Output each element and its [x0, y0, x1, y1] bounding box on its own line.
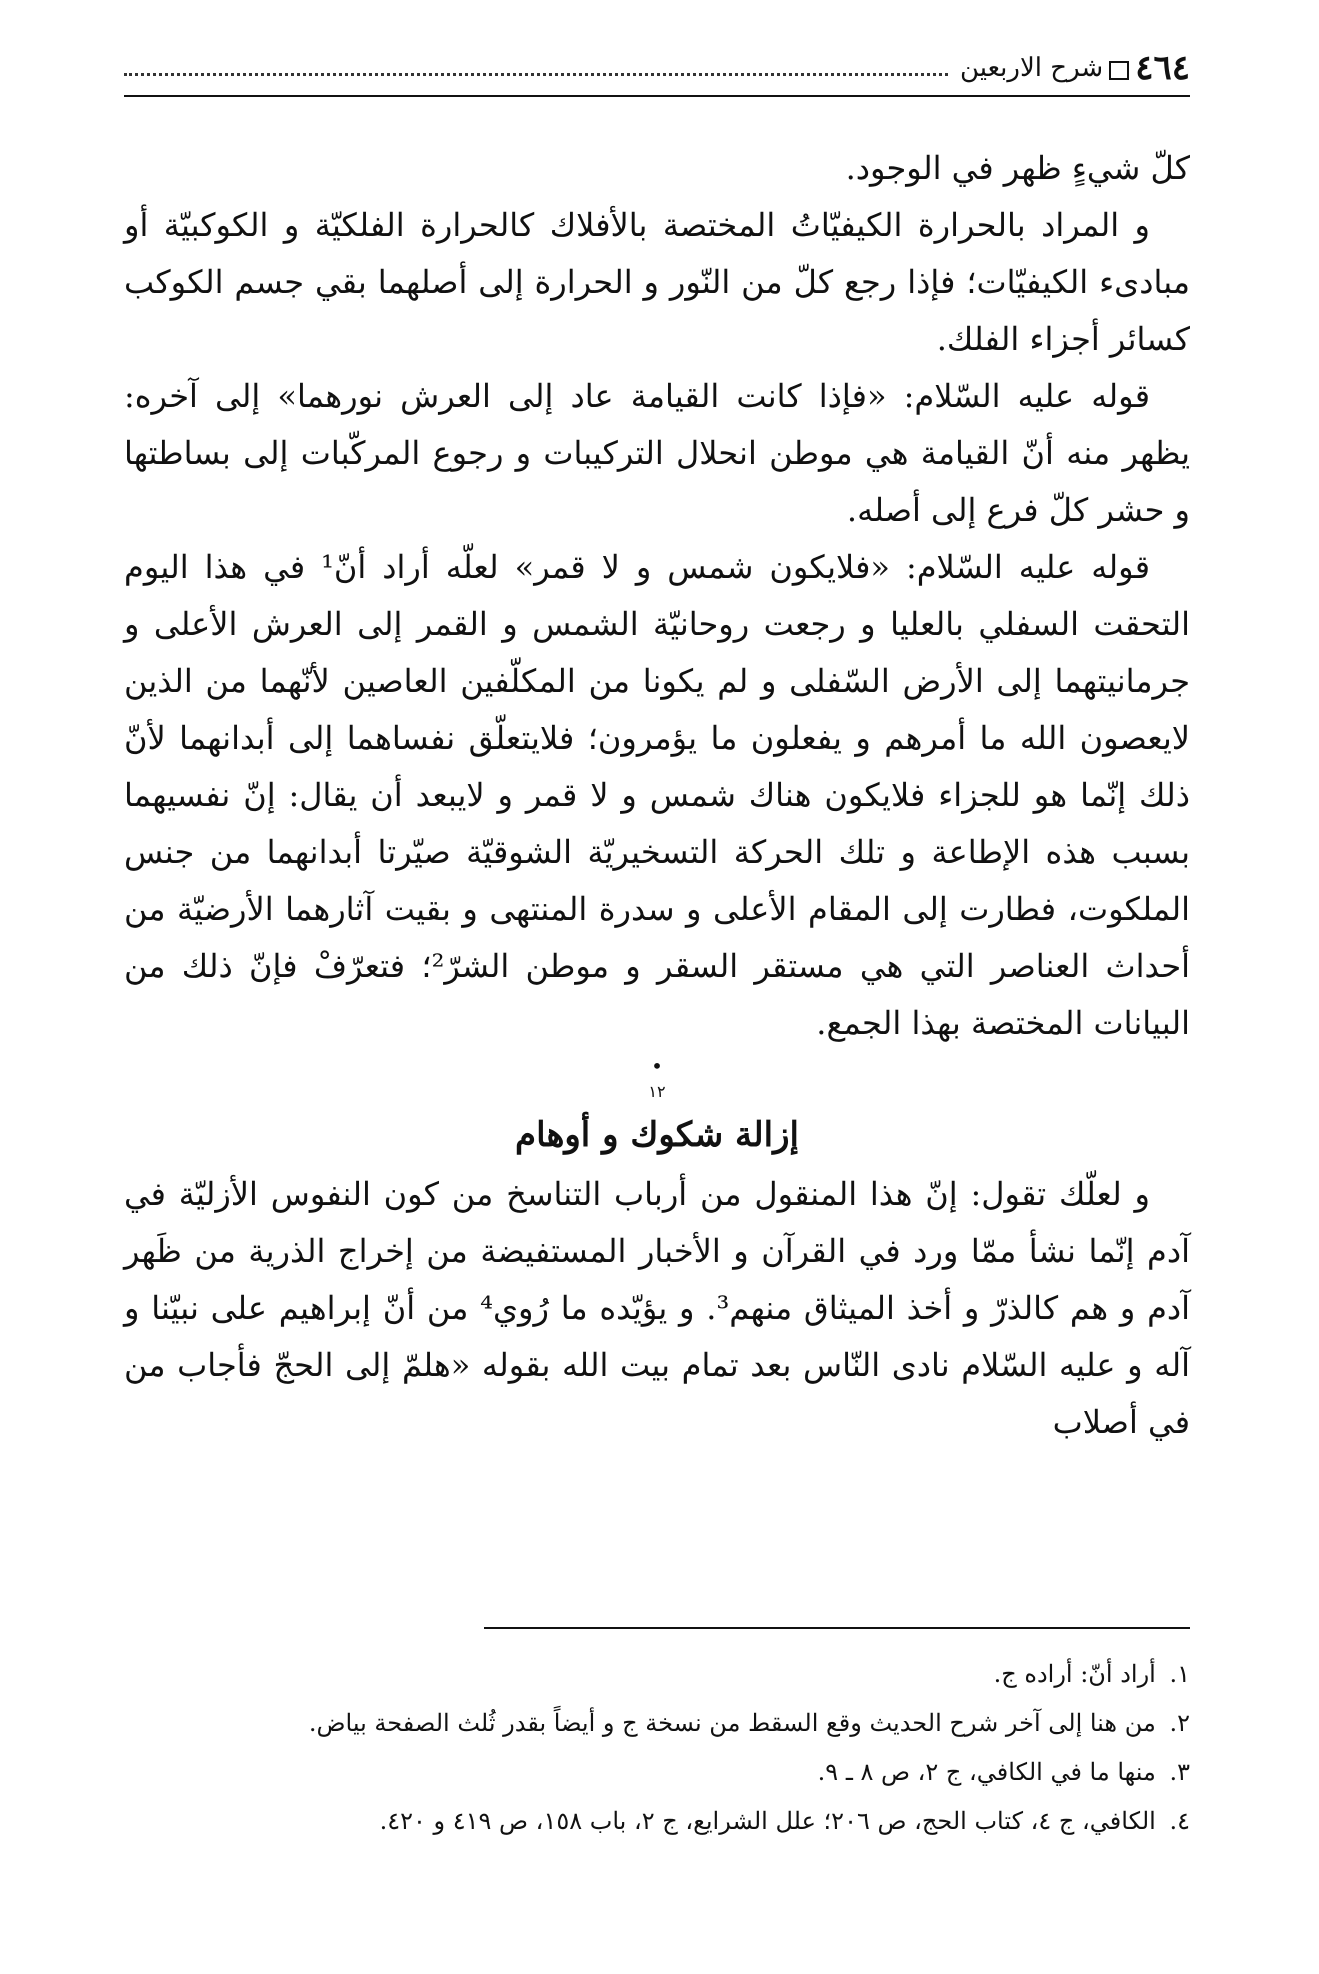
paragraph: قوله عليه السّلام: «فإذا كانت القيامة عاد إلى العرش نورهما» إلى آخره: يظهر منه أنّ القيامة هي موطن انحلال التركيبات و رجوع المركّبات إلى بساطتها و حشر كلّ فرع إلى أصله.: [124, 377, 1190, 529]
footnote-rule: [484, 1627, 1190, 1629]
paragraph: و لعلّك تقول: إنّ هذا المنقول من أرباب التناسخ من كون النفوس الأزليّة في آدم إنّما نشأ ممّا ورد في القرآن و الأخبار المستفيضة من إخراج الذرية من ظَهر آدم و هم كالذرّ و أخذ الميثاق منهم³. و يؤيّده ما رُوي⁴ من أنّ إبراهيم على نبيّنا و آله و عليه السّلام نادى النّاس بعد تمام بيت الله بقوله «هلمّ إلى الحجّ فأجاب من في أصلاب: [124, 1175, 1191, 1441]
footnote-text: من هنا إلى آخر شرح الحديث وقع السقط من نسخة ج و أيضاً بقدر ثُلث الصفحة بياض.: [308, 1709, 1156, 1737]
footnote-number: ٣.: [1169, 1758, 1190, 1786]
footnote: [124, 1699, 1190, 1748]
page-header: [124, 38, 1190, 88]
page-number: ٤٦٤: [1135, 48, 1190, 88]
dotted-leader: [124, 73, 948, 76]
footnote-text: منها ما في الكافي، ج ٢، ص ٨ ـ ٩.: [817, 1758, 1156, 1786]
paragraph: كلّ شيءٍ ظهر في الوجود.: [845, 149, 1190, 187]
header-rule: [124, 95, 1190, 97]
section-heading: إزالة شكوك و أوهام: [515, 1115, 799, 1155]
paragraph: قوله عليه السّلام: «فلايكون شمس و لا قمر» لعلّه أراد أنّ¹ في هذا اليوم التحقت السفلي بالعليا و رجعت روحانيّة الشمس و القمر إلى العرش الأعلى و جرمانيتهما إلى الأرض السّفلى و لم يكونا من المكلّفين العاصين لأنّهما من الذين لايعصون الله ما أمرهم و يفعلون ما يؤمرون؛ فلايتعلّق نفساهما إلى أبدانهما لأنّ ذلك إنّما هو للجزاء فلايكون هناك شمس و لا قمر و لايبعد أن يقال: إنّ نفسيهما بسبب هذه الإطاعة و تلك الحركة التسخيريّة الشوقيّة صيّرتا أبدانهما من جنس الملكوت، فطارت إلى المقام الأعلى و سدرة المنتهى و بقيت آثارهما الأرضيّة من أحداث العناصر التي هي مستقر السقر و موطن الشرّ²؛ فتعرّفْ فإنّ ذلك من البيانات المختصة بهذا الجمع.: [124, 548, 1191, 1042]
paragraph: و المراد بالحرارة الكيفيّاتُ المختصة بالأفلاك كالحرارة الفلكيّة و الكوكبيّة أو مبادىء الكيفيّات؛ فإذا رجع كلّ من النّور و الحرارة إلى أصلهما بقي جسم الكوكب كسائر أجزاء الفلك.: [124, 206, 1190, 358]
section-separator-bullet: •: [651, 1054, 663, 1078]
footnote-text: الكافي، ج ٤، كتاب الحج، ص ٢٠٦؛ علل الشرايع، ج ٢، باب ١٥٨، ص ٤١٩ و ٤٢٠.: [379, 1807, 1156, 1835]
square-box-icon: [1109, 61, 1129, 80]
running-title: شرح الاربعين: [960, 53, 1104, 83]
footnote-text: أراد أنّ: أراده ج.: [993, 1660, 1156, 1688]
footnote-number: ٤.: [1169, 1807, 1190, 1835]
section-number: ١٢: [648, 1082, 666, 1101]
footnote: [124, 1748, 1190, 1797]
footnote-number: ١.: [1169, 1660, 1190, 1688]
footnote: [124, 1797, 1190, 1846]
footnote: [124, 1650, 1190, 1699]
footnotes: [124, 1650, 1190, 1846]
main-text: [124, 140, 1190, 1451]
footnote-number: ٢.: [1169, 1709, 1190, 1737]
